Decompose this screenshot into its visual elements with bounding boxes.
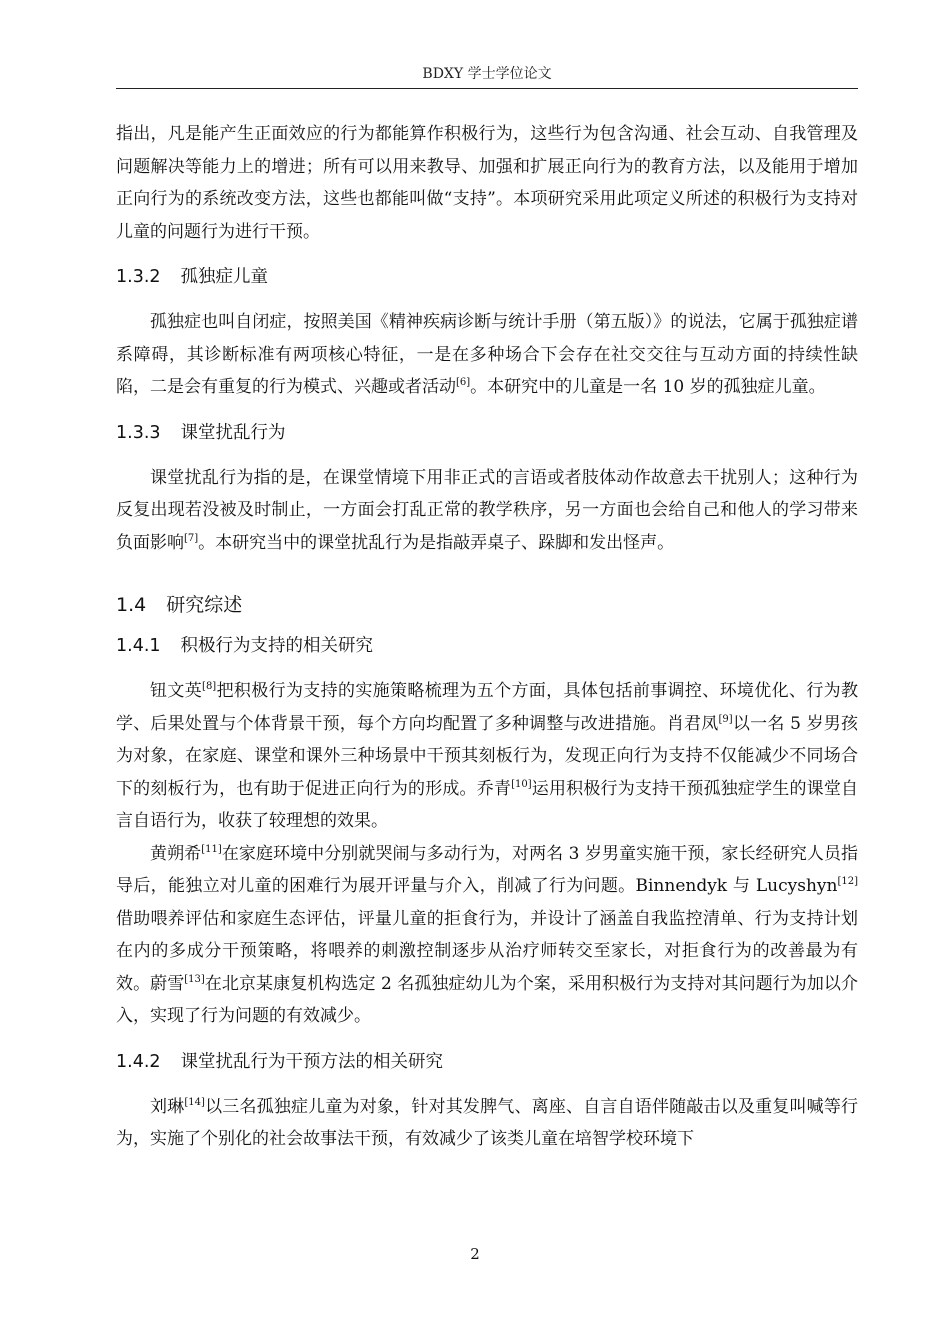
text: 运用积极行为支持干预孤独症学生的课堂自言自语行为，收获了较理想的效果。 (116, 778, 859, 831)
section-title: 积极行为支持的相关研究 (180, 636, 374, 656)
section-number: 1.4.2 (116, 1051, 161, 1072)
section-title: 孤独症儿童 (180, 267, 269, 287)
section-number: 1.4.1 (116, 636, 161, 656)
section-number: 1.4 (116, 594, 147, 616)
header-title: BDXY 学士学位论文 (422, 66, 552, 82)
text: 借助喂养评估和家庭生态评估，评量儿童的拒食行为，并设计了涵盖自我监控清单、行为支持计划在内的多成分干预策略，将喂养的刺激控制逐步从治疗师转交至家长，对拒食行为的改善最为有效。蔚雪 (116, 908, 858, 994)
text: 。本研究中的儿童是一名 10 岁的孤独症儿童。 (470, 377, 826, 397)
disruptive-behavior-paragraph (116, 462, 858, 560)
text: 钮文英 (150, 681, 203, 701)
heading-1-4-2 (116, 1047, 858, 1077)
text: 以三名孤独症儿童为对象，针对其发脾气、离座、自言自语伴随敲击以及重复叫喊等行为，实施了个别化的社会故事法干预，有效减少了该类儿童在培智学校环境下 (116, 1096, 858, 1149)
citation-ref: [8] (202, 681, 217, 692)
text: 在北京某康复机构选定 2 名孤独症幼儿为个案，采用积极行为支持对其问题行为加以介入，实现了行为问题的有效减少。 (116, 973, 858, 1026)
pbs-paragraph-2 (116, 838, 858, 1033)
text: 。本研究当中的课堂扰乱行为是指敲弄桌子、跺脚和发出怪声。 (198, 532, 675, 553)
section-title: 研究综述 (166, 594, 243, 616)
text: 把积极行为支持的实施策略梳理为五个方面，具体包括前事调控、环境优化、行为教学、后果处置与个体背景干预，每个方向均配置了多种调整与改进措施。肖君凤 (116, 681, 859, 734)
page-header (116, 60, 858, 89)
citation-ref: [7] (184, 532, 199, 544)
heading-1-4 (116, 589, 858, 621)
section-number: 1.3.3 (116, 422, 161, 443)
text: 课堂扰乱行为指的是，在课堂情境下用非正式的言语或者肢体动作故意去干扰别人；这种行为反复出现若没被及时制止，一方面会打乱正常的教学秩序，另一方面也会给自己和他人的学习带来负面影响 (116, 467, 858, 553)
citation-ref: [13] (184, 973, 205, 985)
citation-ref: [12] (837, 876, 858, 887)
text: 刘琳 (150, 1096, 185, 1117)
page-body (116, 118, 858, 1156)
section-title: 课堂扰乱行为干预方法的相关研究 (180, 1051, 444, 1072)
citation-ref: [11] (201, 843, 222, 855)
heading-1-4-1 (116, 631, 858, 661)
text: 以一名 5 岁男孩为对象，在家庭、课堂和课外三种场景中干预其刻板行为，发现正向行为支持不仅能减少不同场合下的刻板行为，也有助于促进正向行为的形成。乔青 (116, 713, 859, 799)
citation-ref: [10] (511, 778, 532, 790)
section-title: 课堂扰乱行为 (180, 422, 286, 443)
text: 在家庭环境中分别就哭闹与多动行为，对两名 3 岁男童实施干预，家长经研究人员指导后，能独立对儿童的困难行为展开评量与介入，削减了行为问题。Binnendyk 与 Lucyshyn (116, 843, 859, 896)
heading-1-3-3 (116, 418, 858, 448)
page-number: 2 (470, 1245, 480, 1263)
text: 黄朔希 (150, 843, 202, 864)
section-number: 1.3.2 (116, 267, 161, 287)
pbs-paragraph-1 (116, 675, 858, 838)
text: 孤独症也叫自闭症，按照美国《精神疾病诊断与统计手册（第五版）》的说法，它属于孤独症谱系障碍，其诊断标准有两项核心特征，一是在多种场合下会存在社交交往与互动方面的持续性缺陷，二是会有重复的行为模式、兴趣或者活动 (116, 312, 858, 397)
autism-paragraph (116, 306, 858, 404)
citation-ref: [6] (456, 377, 471, 388)
citation-ref: [14] (184, 1096, 205, 1108)
citation-ref: [9] (718, 713, 733, 725)
heading-1-3-2 (116, 262, 858, 292)
social-story-paragraph (116, 1091, 858, 1156)
intro-paragraph: 指出，凡是能产生正面效应的行为都能算作积极行为，这些行为包含沟通、社会互动、自我管理及问题解决等能力上的增进；所有可以用来教导、加强和扩展正向行为的教育方法，以及能用于增加正向行为的系统改变方法，这些也都能叫做“支持”。本项研究采用此项定义所述的积极行为支持对儿童的问题行为进行干预。 (116, 124, 858, 242)
